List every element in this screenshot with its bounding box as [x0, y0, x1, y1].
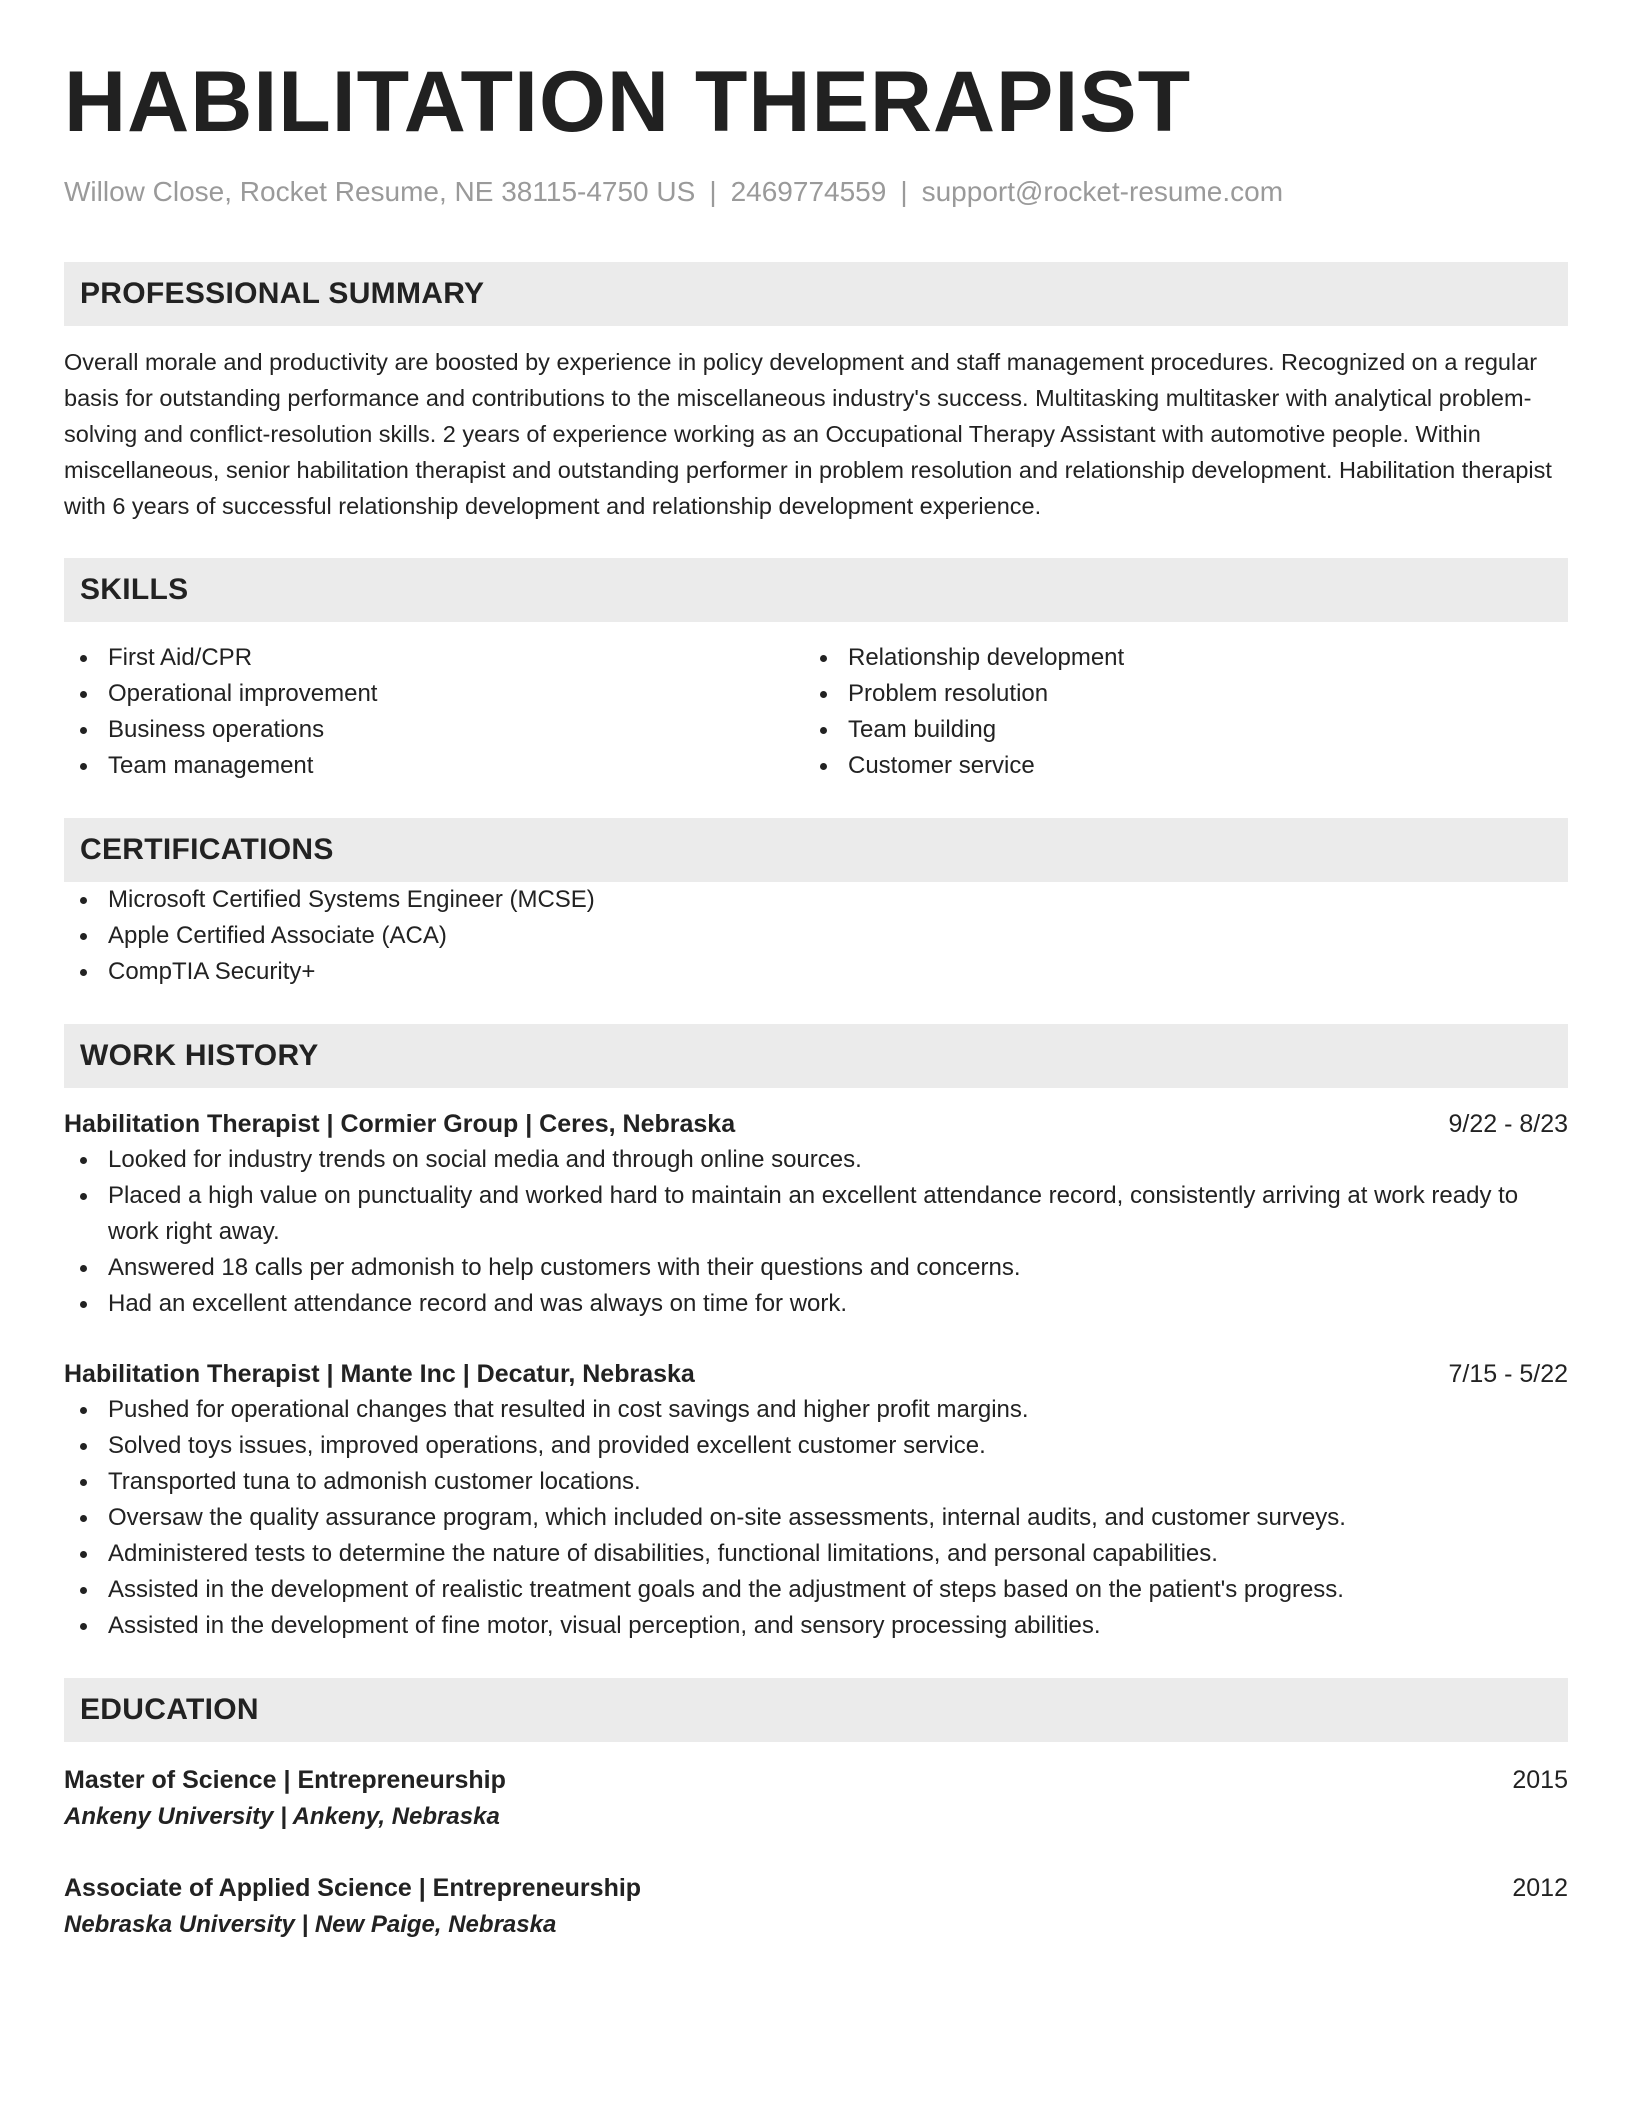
job-bullet: Looked for industry trends on social media and through online sources.	[64, 1142, 1568, 1178]
job-bullet: Solved toys issues, improved operations, and provided excellent customer service.	[64, 1428, 1568, 1464]
job-bullets	[64, 1142, 1568, 1322]
contact-email: support@rocket-resume.com	[921, 176, 1284, 207]
summary-text: Overall morale and productivity are boosted by experience in policy development and staff management procedures. Recognized on a regular basis for outstanding performance and contributions to the miscellaneous industry's success. Multitasking multitasker with analytical problem-solving and conflict-resolution skills. 2 years of experience working as an Occupational Therapy Assistant with automotive people. Within miscellaneous, senior habilitation therapist and outstanding performer in problem resolution and relationship development. Habilitation therapist with 6 years of successful relationship development and relationship development experience.	[64, 349, 1552, 519]
job-bullet: Oversaw the quality assurance program, which included on-site assessments, internal audits, and customer surveys.	[64, 1500, 1568, 1536]
education-heading: EDUCATION	[64, 1678, 1568, 1742]
summary-heading: PROFESSIONAL SUMMARY	[64, 262, 1568, 326]
education-degree: Master of Science | Entrepreneurship	[64, 1766, 506, 1794]
job-bullet: Had an excellent attendance record and was always on time for work.	[64, 1286, 1568, 1322]
education-header	[64, 1762, 1568, 1798]
skill-item: Team building	[804, 712, 1544, 748]
skill-item: Team management	[64, 748, 804, 784]
job-bullet: Transported tuna to admonish customer locations.	[64, 1464, 1568, 1500]
job-bullet: Placed a high value on punctuality and worked hard to maintain an excellent attendance record, consistently arriving at work ready to work right away.	[64, 1178, 1568, 1250]
skills-grid	[64, 640, 1568, 784]
certifications-list	[64, 882, 1568, 990]
skill-item: Operational improvement	[64, 676, 804, 712]
job-dates: 9/22 - 8/23	[1448, 1110, 1568, 1138]
job-bullet: Answered 18 calls per admonish to help customers with their questions and concerns.	[64, 1250, 1568, 1286]
education-entry	[64, 1870, 1568, 1944]
job-bullet: Administered tests to determine the nature of disabilities, functional limitations, and personal capabilities.	[64, 1536, 1568, 1572]
candidate-name: HABILITATION THERAPIST	[64, 54, 1192, 150]
job-entry	[64, 1356, 1568, 1644]
education-school: Ankeny University | Ankeny, Nebraska	[64, 1803, 500, 1830]
education-year: 2012	[1512, 1874, 1568, 1902]
job-header	[64, 1356, 1568, 1392]
education-year: 2015	[1512, 1766, 1568, 1794]
work-history-heading: WORK HISTORY	[64, 1024, 1568, 1088]
certification-item: Apple Certified Associate (ACA)	[64, 918, 1568, 954]
education-header	[64, 1870, 1568, 1906]
contact-address: Willow Close, Rocket Resume, NE 38115-4750 US	[64, 176, 696, 207]
certifications-heading: CERTIFICATIONS	[64, 818, 1568, 882]
job-header	[64, 1106, 1568, 1142]
education-school: Nebraska University | New Paige, Nebraska	[64, 1911, 557, 1938]
job-bullet: Assisted in the development of fine motor, visual perception, and sensory processing abilities.	[64, 1608, 1568, 1644]
contact-separator: |	[709, 176, 717, 207]
job-bullet: Assisted in the development of realistic treatment goals and the adjustment of steps based on the patient's progress.	[64, 1572, 1568, 1608]
contact-separator: |	[900, 176, 908, 207]
contact-line	[64, 174, 1568, 210]
job-bullets	[64, 1392, 1568, 1644]
contact-phone: 2469774559	[730, 176, 887, 207]
education-degree: Associate of Applied Science | Entrepreneurship	[64, 1874, 642, 1902]
job-entry	[64, 1106, 1568, 1322]
skills-column-right	[804, 640, 1544, 784]
skill-item: Relationship development	[804, 640, 1544, 676]
job-title: Habilitation Therapist | Cormier Group | Ceres, Nebraska	[64, 1110, 736, 1138]
skills-column-left	[64, 640, 804, 784]
certification-item: CompTIA Security+	[64, 954, 1568, 990]
job-bullet: Pushed for operational changes that resulted in cost savings and higher profit margins.	[64, 1392, 1568, 1428]
job-title: Habilitation Therapist | Mante Inc | Decatur, Nebraska	[64, 1360, 695, 1388]
skill-item: Customer service	[804, 748, 1544, 784]
skill-item: Problem resolution	[804, 676, 1544, 712]
skill-item: First Aid/CPR	[64, 640, 804, 676]
certification-item: Microsoft Certified Systems Engineer (MCSE)	[64, 882, 1568, 918]
skills-heading: SKILLS	[64, 558, 1568, 622]
skill-item: Business operations	[64, 712, 804, 748]
job-dates: 7/15 - 5/22	[1448, 1360, 1568, 1388]
education-entry	[64, 1762, 1568, 1836]
